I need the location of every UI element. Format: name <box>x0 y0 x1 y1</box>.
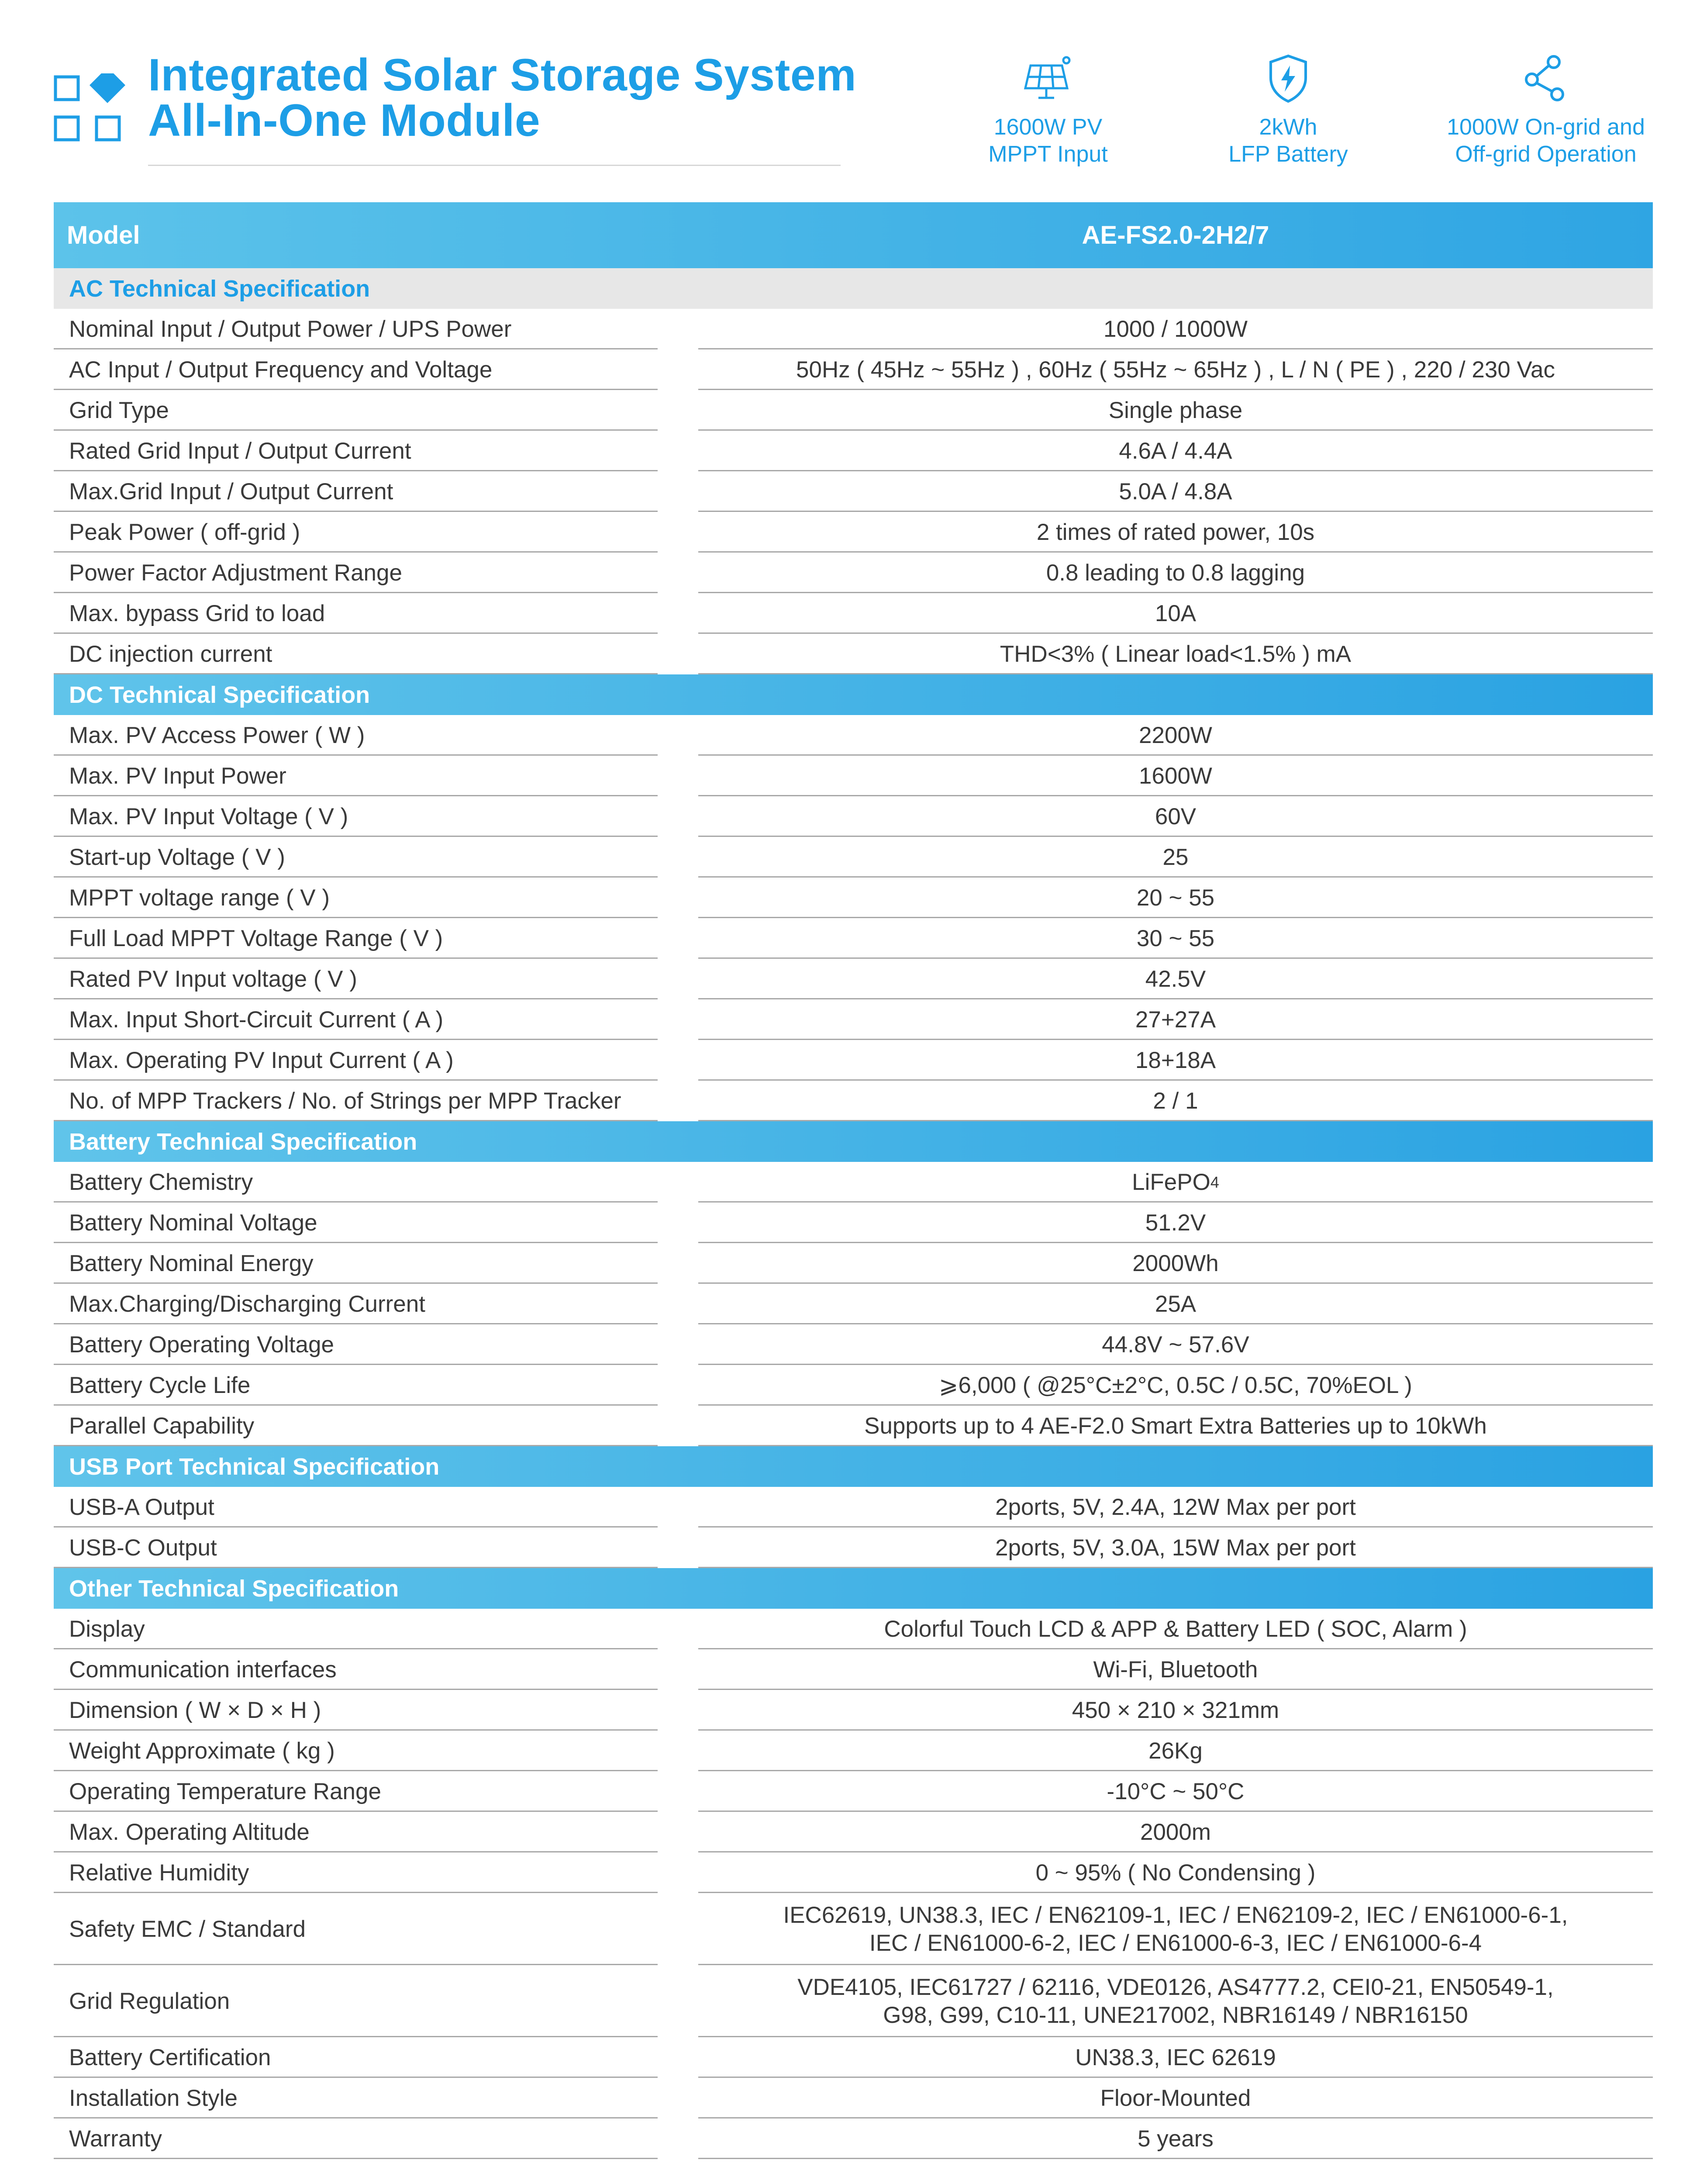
spec-row <box>54 2078 1653 2118</box>
spec-row <box>54 634 1653 674</box>
spec-row <box>54 593 1653 634</box>
spec-row <box>54 999 1653 1040</box>
row-divider <box>698 673 1653 674</box>
feature-battery <box>1196 52 1380 168</box>
spec-row <box>54 2118 1653 2159</box>
spec-label: Nominal Input / Output Power / UPS Power <box>69 316 512 342</box>
spec-value: 18+18A <box>1135 1047 1216 1073</box>
spec-row <box>54 1487 1653 1527</box>
feature-battery-line1: 2kWh <box>1259 114 1317 140</box>
spec-label: Battery Nominal Voltage <box>69 1210 317 1236</box>
spec-row <box>54 1731 1653 1771</box>
feature-grid-line1: 1000W On-grid and <box>1447 114 1645 140</box>
spec-row <box>54 2037 1653 2078</box>
spec-value: Single phase <box>1108 397 1243 423</box>
spec-label: Safety EMC / Standard <box>69 1916 306 1942</box>
spec-row <box>54 878 1653 918</box>
feature-pv-line2: MPPT Input <box>988 142 1108 167</box>
model-value: AE-FS2.0-2H2/7 <box>1082 221 1269 249</box>
spec-row <box>54 1406 1653 1446</box>
row-divider <box>54 1567 658 1568</box>
spec-value: ⩾6,000 ( @25°C±2°C, 0.5C / 0.5C, 70%EOL ) <box>939 1372 1412 1398</box>
spec-label: Max. Operating Altitude <box>69 1819 310 1845</box>
spec-label: Battery Operating Voltage <box>69 1332 334 1358</box>
spec-table <box>54 202 1653 2159</box>
section-header: USB Port Technical Specification <box>54 1446 1653 1487</box>
spec-label: Parallel Capability <box>69 1413 255 1439</box>
spec-value <box>698 1162 1653 1203</box>
model-header <box>54 202 1653 268</box>
spec-label: Grid Regulation <box>69 1988 230 2014</box>
spec-value: -10°C ~ 50°C <box>1107 1778 1245 1804</box>
spec-row <box>54 1893 1653 1965</box>
spec-value: 50Hz ( 45Hz ~ 55Hz ) , 60Hz ( 55Hz ~ 65Hz ) , L / N ( PE ) , 220 / 230 Vac <box>796 356 1555 383</box>
spec-row <box>54 349 1653 390</box>
feature-grid-line2: Off-grid Operation <box>1455 142 1637 167</box>
spec-value: 44.8V ~ 57.6V <box>1102 1331 1249 1358</box>
spec-label: No. of MPP Trackers / No. of Strings per MPP Tracker <box>69 1088 621 1114</box>
spec-label: Start-up Voltage ( V ) <box>69 844 285 870</box>
section-header: Other Technical Specification <box>54 1568 1653 1609</box>
spec-label: MPPT voltage range ( V ) <box>69 885 330 911</box>
spec-value: 2000Wh <box>1132 1250 1219 1276</box>
spec-row <box>54 1081 1653 1121</box>
spec-label: Power Factor Adjustment Range <box>69 560 402 586</box>
spec-label: Full Load MPPT Voltage Range ( V ) <box>69 926 443 951</box>
spec-label: AC Input / Output Frequency and Voltage <box>69 357 493 383</box>
row-divider <box>54 673 658 674</box>
spec-row <box>54 959 1653 999</box>
spec-label: Max. PV Input Voltage ( V ) <box>69 804 348 829</box>
spec-label: Grid Type <box>69 397 169 423</box>
feature-battery-line2: LFP Battery <box>1228 142 1348 167</box>
spec-value: 10A <box>1155 600 1196 626</box>
row-divider <box>698 1445 1653 1446</box>
spec-value: 20 ~ 55 <box>1136 885 1215 911</box>
feature-pv <box>956 52 1140 168</box>
section-header: DC Technical Specification <box>54 674 1653 715</box>
spec-value: THD<3% ( Linear load<1.5% ) mA <box>1000 641 1352 667</box>
spec-label: Rated PV Input voltage ( V ) <box>69 966 357 992</box>
spec-row <box>54 1609 1653 1649</box>
spec-row <box>54 1284 1653 1324</box>
spec-value: 2ports, 5V, 2.4A, 12W Max per port <box>995 1494 1356 1520</box>
row-divider <box>698 1567 1653 1568</box>
spec-value: Floor-Mounted <box>1100 2085 1251 2111</box>
spec-value: UN38.3, IEC 62619 <box>1075 2044 1276 2070</box>
spec-sections <box>54 268 1653 2159</box>
spec-value: 51.2V <box>1145 1209 1206 1236</box>
row-divider <box>54 1445 658 1446</box>
spec-label: Dimension ( W × D × H ) <box>69 1697 321 1723</box>
spec-value: 2 times of rated power, 10s <box>1036 519 1315 545</box>
spec-label: Max. Input Short-Circuit Current ( A ) <box>69 1007 444 1033</box>
solar-panel-icon <box>1022 52 1074 105</box>
spec-label: Warranty <box>69 2126 162 2152</box>
spec-value: 2200W <box>1139 722 1212 748</box>
spec-row <box>54 918 1653 959</box>
spec-label: Display <box>69 1616 145 1642</box>
spec-row <box>54 1649 1653 1690</box>
spec-value: 2ports, 5V, 3.0A, 15W Max per port <box>995 1534 1356 1561</box>
feature-pv-line1: 1600W PV <box>993 114 1103 140</box>
spec-row <box>54 1812 1653 1852</box>
spec-label: Communication interfaces <box>69 1657 337 1683</box>
share-network-icon <box>1520 52 1572 105</box>
spec-row <box>54 837 1653 878</box>
title-divider <box>148 165 841 166</box>
spec-row <box>54 471 1653 512</box>
spec-value: 60V <box>1155 803 1196 829</box>
spec-value-subscript: 4 <box>1210 1173 1219 1191</box>
spec-label: Peak Power ( off-grid ) <box>69 519 300 545</box>
spec-row <box>54 431 1653 471</box>
spec-label: Battery Nominal Energy <box>69 1251 314 1276</box>
spec-row <box>54 756 1653 796</box>
spec-row <box>54 1040 1653 1081</box>
spec-label: Weight Approximate ( kg ) <box>69 1738 335 1764</box>
spec-row <box>54 553 1653 593</box>
spec-value: 30 ~ 55 <box>1136 925 1215 951</box>
spec-label: Battery Chemistry <box>69 1169 253 1195</box>
spec-row <box>54 796 1653 837</box>
spec-value: 5.0A / 4.8A <box>1119 478 1232 505</box>
spec-value: 0.8 leading to 0.8 lagging <box>1046 560 1305 586</box>
spec-row <box>54 1203 1653 1243</box>
spec-value: Wi-Fi, Bluetooth <box>1093 1656 1258 1683</box>
spec-row <box>54 512 1653 553</box>
spec-row <box>54 1852 1653 1893</box>
spec-value: IEC62619, UN38.3, IEC / EN62109-1, IEC / EN62109-2, IEC / EN61000-6-1, IEC / EN61000-6-2, IEC / EN61000-6-3, IEC / EN61000-6-4 <box>783 1902 1568 1956</box>
spec-value: 26Kg <box>1148 1738 1203 1764</box>
spec-row <box>54 1527 1653 1568</box>
spec-value: 5 years <box>1138 2125 1214 2152</box>
spec-row <box>54 390 1653 431</box>
spec-value: Supports up to 4 AE-F2.0 Smart Extra Batteries up to 10kWh <box>864 1413 1487 1439</box>
spec-label: Max. Operating PV Input Current ( A ) <box>69 1047 454 1073</box>
page-title <box>148 50 857 146</box>
row-divider <box>54 1120 658 1121</box>
spec-label: Rated Grid Input / Output Current <box>69 438 411 464</box>
spec-label: Operating Temperature Range <box>69 1779 381 1804</box>
row-divider <box>698 2158 1653 2159</box>
spec-value: 2 / 1 <box>1153 1088 1198 1114</box>
spec-value: 0 ~ 95% ( No Condensing ) <box>1035 1859 1316 1886</box>
spec-value-text: LiFePO <box>1132 1169 1210 1195</box>
spec-label: USB-A Output <box>69 1494 214 1520</box>
row-divider <box>54 2158 658 2159</box>
spec-value: Colorful Touch LCD & APP & Battery LED ( SOC, Alarm ) <box>884 1616 1467 1642</box>
spec-value: 42.5V <box>1145 966 1206 992</box>
spec-label: Max. bypass Grid to load <box>69 601 325 626</box>
spec-label: DC injection current <box>69 641 272 667</box>
spec-value: 25 <box>1162 844 1189 870</box>
spec-label: USB-C Output <box>69 1535 217 1561</box>
spec-label: Max. PV Input Power <box>69 763 286 789</box>
spec-value: 1600W <box>1139 763 1212 789</box>
model-label: Model <box>67 221 140 249</box>
spec-label: Battery Cycle Life <box>69 1372 251 1398</box>
feature-grid <box>1415 52 1677 168</box>
spec-value: 27+27A <box>1135 1006 1216 1033</box>
spec-row <box>54 1690 1653 1731</box>
row-divider <box>698 1120 1653 1121</box>
spec-label: Installation Style <box>69 2085 238 2111</box>
spec-label: Max.Charging/Discharging Current <box>69 1291 425 1317</box>
title-line-2: All-In-One Module <box>148 95 541 146</box>
spec-value: 450 × 210 × 321mm <box>1072 1697 1279 1723</box>
section-header: Battery Technical Specification <box>54 1121 1653 1162</box>
spec-row <box>54 715 1653 756</box>
spec-value: 2000m <box>1140 1819 1211 1845</box>
spec-row <box>54 1365 1653 1406</box>
spec-value: 1000 / 1000W <box>1103 316 1248 342</box>
spec-label: Max.Grid Input / Output Current <box>69 479 393 505</box>
spec-row <box>54 1162 1653 1203</box>
spec-label: Max. PV Access Power ( W ) <box>69 722 365 748</box>
spec-row <box>54 1324 1653 1365</box>
spec-row <box>54 1243 1653 1284</box>
spec-row <box>54 1771 1653 1812</box>
spec-label: Battery Certification <box>69 2045 271 2070</box>
squares-logo-icon <box>54 73 126 145</box>
title-line-1: Integrated Solar Storage System <box>148 50 857 100</box>
spec-value: 25A <box>1155 1291 1196 1317</box>
spec-value: 4.6A / 4.4A <box>1119 438 1232 464</box>
section-header: AC Technical Specification <box>54 268 1653 309</box>
spec-label: Relative Humidity <box>69 1860 249 1886</box>
battery-shield-icon <box>1262 52 1314 105</box>
spec-row <box>54 309 1653 349</box>
spec-row <box>54 1965 1653 2037</box>
spec-value: VDE4105, IEC61727 / 62116, VDE0126, AS4777.2, CEI0-21, EN50549-1, G98, G99, C10-11, UNE217002, NBR16149 / NBR16150 <box>797 1974 1554 2028</box>
